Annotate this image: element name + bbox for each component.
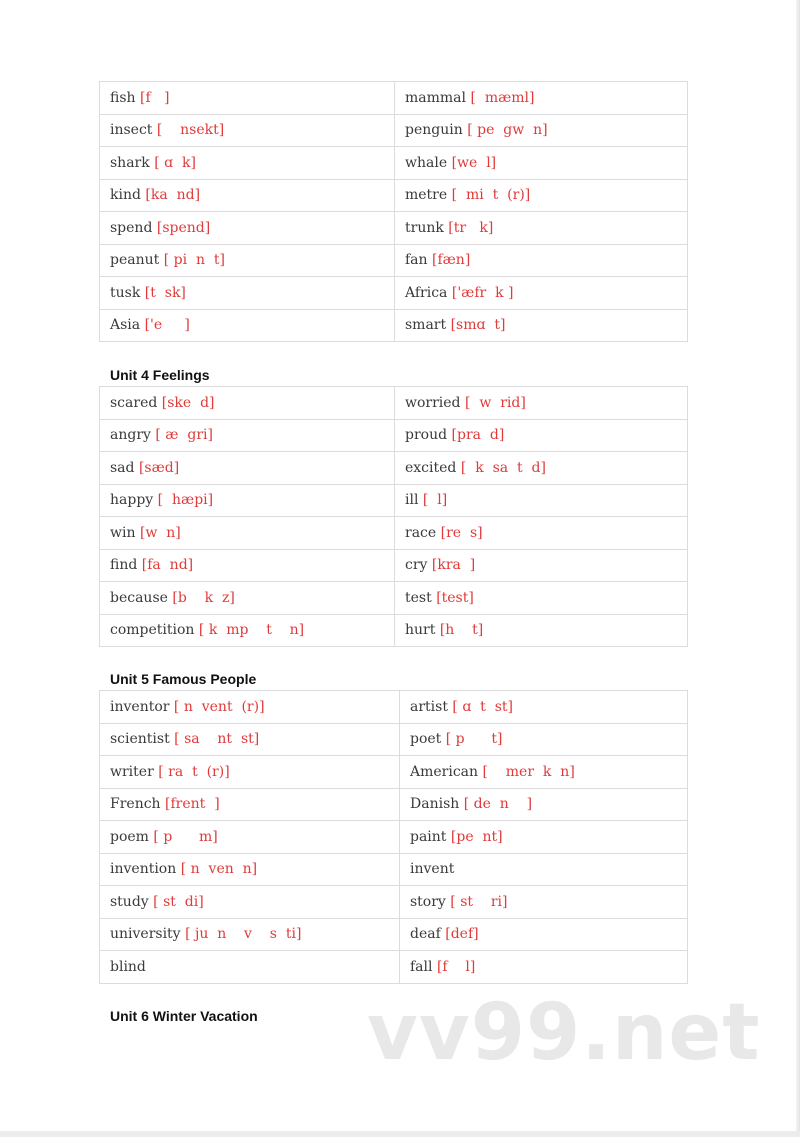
vocab-cell: [100, 147, 395, 180]
page-bottom-edge: [0, 1131, 800, 1137]
table-row: [100, 788, 688, 821]
vocab-word: scientist: [110, 731, 170, 748]
vocab-phonetic: [ mi t (r)]: [451, 187, 531, 204]
table-row: [100, 419, 688, 452]
vocab-phonetic: [ st ri]: [450, 893, 508, 910]
vocab-word: writer: [110, 763, 154, 780]
vocab-cell: [395, 582, 688, 615]
unit6-heading: Unit 6 Winter Vacation: [110, 1008, 258, 1024]
vocab-word: study: [110, 893, 149, 910]
vocab-word: inventor: [110, 698, 170, 715]
vocab-phonetic: [ p m]: [153, 828, 218, 845]
vocab-word: tusk: [110, 284, 141, 301]
vocab-word: fan: [405, 252, 428, 269]
table-row: [100, 549, 688, 582]
vocab-word: Danish: [410, 796, 460, 813]
vocab-cell: [395, 147, 688, 180]
vocab-word: because: [110, 589, 168, 606]
vocab-cell: [395, 212, 688, 245]
vocab-word: scared: [110, 394, 158, 411]
vocab-word: invent: [410, 861, 455, 878]
vocab-phonetic: [ pe gw n]: [467, 122, 548, 139]
vocab-cell: [400, 788, 688, 821]
vocab-phonetic: [ ɑ t st]: [452, 698, 513, 715]
vocab-phonetic: [f ]: [140, 89, 170, 106]
vocab-cell: [395, 387, 688, 420]
vocab-word: story: [410, 893, 446, 910]
vocab-word: paint: [410, 828, 447, 845]
vocab-word: smart: [405, 317, 447, 334]
page-edge: [796, 0, 800, 1137]
vocab-cell: [100, 114, 395, 147]
vocab-phonetic: [ k mp t n]: [198, 622, 305, 639]
vocab-word: university: [110, 926, 181, 943]
vocab-cell: [400, 951, 688, 984]
vocab-cell: [100, 517, 395, 550]
vocab-word: American: [410, 763, 479, 780]
vocab-phonetic: [t sk]: [144, 284, 186, 301]
vocab-word: spend: [110, 219, 153, 236]
vocab-word: French: [110, 796, 161, 813]
table-row: [100, 691, 688, 724]
vocab-phonetic: [ n vent (r)]: [173, 698, 265, 715]
vocab-phonetic: [ mæml]: [470, 89, 535, 106]
vocab-word: competition: [110, 622, 195, 639]
table-row: [100, 951, 688, 984]
vocab-phonetic: [ w rid]: [464, 394, 526, 411]
vocab-word: invention: [110, 861, 177, 878]
vocab-word: sad: [110, 459, 135, 476]
table-row: [100, 244, 688, 277]
vocab-cell: [395, 179, 688, 212]
vocab-word: fall: [410, 958, 433, 975]
vocab-cell: [100, 179, 395, 212]
vocab-cell: [100, 452, 395, 485]
vocab-phonetic: [frent ]: [165, 796, 220, 813]
vocab-cell: [100, 756, 400, 789]
vocab-word: angry: [110, 427, 151, 444]
vocab-word: kind: [110, 187, 141, 204]
vocab-cell: [100, 484, 395, 517]
vocab-word: poet: [410, 731, 442, 748]
vocab-cell: [100, 582, 395, 615]
vocab-word: worried: [405, 394, 461, 411]
vocab-phonetic: [tr k]: [448, 219, 494, 236]
vocab-phonetic: [ske d]: [161, 394, 215, 411]
vocab-phonetic: [fæn]: [432, 252, 471, 269]
table-row: [100, 309, 688, 342]
table-row: [100, 82, 688, 115]
vocab-phonetic: [fa nd]: [141, 557, 194, 574]
vocab-phonetic: [ ɑ k]: [154, 154, 196, 171]
vocab-phonetic: [ nsekt]: [156, 122, 225, 139]
vocab-cell: [395, 244, 688, 277]
vocab-word: insect: [110, 122, 153, 139]
vocab-word: metre: [405, 187, 448, 204]
vocab-phonetic: [ k sa t d]: [460, 459, 546, 476]
vocab-cell: [395, 309, 688, 342]
table-row: [100, 452, 688, 485]
vocab-cell: [100, 549, 395, 582]
unit5-heading: Unit 5 Famous People: [110, 671, 257, 687]
vocab-word: happy: [110, 492, 154, 509]
vocab-word: hurt: [405, 622, 436, 639]
vocab-phonetic: [ l]: [422, 492, 448, 509]
vocab-cell: [100, 309, 395, 342]
vocab-phonetic: [ka nd]: [145, 187, 201, 204]
vocab-word: artist: [410, 698, 448, 715]
vocab-word: fish: [110, 89, 136, 106]
vocab-phonetic: [kra ]: [431, 557, 476, 574]
table-row: [100, 821, 688, 854]
table-row: [100, 484, 688, 517]
vocab-cell: [100, 212, 395, 245]
vocab-cell: [100, 821, 400, 854]
vocab-cell: [395, 277, 688, 310]
vocab-cell: [400, 886, 688, 919]
vocab-cell: [100, 886, 400, 919]
vocab-cell: [395, 549, 688, 582]
vocab-cell: [395, 114, 688, 147]
vocab-word: proud: [405, 427, 448, 444]
table-row: [100, 853, 688, 886]
vocab-cell: [395, 452, 688, 485]
vocab-cell: [395, 614, 688, 647]
vocab-phonetic: ['æfr k ]: [451, 284, 514, 301]
unit4-heading: Unit 4 Feelings: [110, 367, 210, 383]
vocab-word: mammal: [405, 89, 466, 106]
vocab-phonetic: [ hæpi]: [157, 492, 214, 509]
vocab-phonetic: [def]: [445, 926, 479, 943]
vocab-word: race: [405, 524, 437, 541]
vocab-word: win: [110, 524, 136, 541]
vocab-cell: [395, 517, 688, 550]
table-row: [100, 212, 688, 245]
vocab-word: Asia: [110, 317, 141, 334]
vocab-cell: [400, 918, 688, 951]
vocab-phonetic: [pra d]: [451, 427, 505, 444]
vocab-table-unit5: [99, 690, 688, 984]
vocab-phonetic: [spend]: [156, 219, 211, 236]
vocab-cell: [100, 244, 395, 277]
vocab-phonetic: [ sa nt st]: [174, 731, 260, 748]
vocab-phonetic: [b k z]: [172, 589, 235, 606]
vocab-word: peanut: [110, 252, 160, 269]
vocab-phonetic: [we l]: [451, 154, 497, 171]
vocab-cell: [100, 82, 395, 115]
vocab-cell: [400, 756, 688, 789]
vocab-word: shark: [110, 154, 150, 171]
vocab-cell: [100, 951, 400, 984]
vocab-cell: [100, 853, 400, 886]
vocab-table-unit3: [99, 81, 688, 342]
vocab-cell: [400, 691, 688, 724]
vocab-phonetic: [ æ gri]: [155, 427, 213, 444]
table-row: [100, 723, 688, 756]
vocab-phonetic: [ p t]: [445, 731, 503, 748]
vocab-phonetic: [pe nt]: [450, 828, 503, 845]
vocab-word: cry: [405, 557, 428, 574]
vocab-word: poem: [110, 828, 149, 845]
vocab-word: ill: [405, 492, 419, 509]
vocab-phonetic: [ n ven n]: [180, 861, 258, 878]
vocab-phonetic: ['e ]: [144, 317, 190, 334]
table-row: [100, 277, 688, 310]
vocab-word: penguin: [405, 122, 463, 139]
table-row: [100, 517, 688, 550]
table-row: [100, 387, 688, 420]
vocab-phonetic: [ st di]: [153, 893, 204, 910]
vocab-cell: [395, 484, 688, 517]
vocab-table-unit4: [99, 386, 688, 647]
vocab-phonetic: [h t]: [439, 622, 484, 639]
vocab-phonetic: [ ra t (r)]: [158, 763, 230, 780]
table-row: [100, 886, 688, 919]
vocab-word: deaf: [410, 926, 441, 943]
table-row: [100, 756, 688, 789]
vocab-cell: [400, 853, 688, 886]
vocab-cell: [100, 788, 400, 821]
vocab-phonetic: [re s]: [440, 524, 483, 541]
vocab-cell: [100, 277, 395, 310]
vocab-phonetic: [sæd]: [138, 459, 180, 476]
table-row: [100, 179, 688, 212]
table-row: [100, 147, 688, 180]
table-row: [100, 918, 688, 951]
vocab-cell: [100, 419, 395, 452]
vocab-cell: [100, 614, 395, 647]
vocab-word: trunk: [405, 219, 444, 236]
vocab-word: Africa: [405, 284, 448, 301]
table-row: [100, 614, 688, 647]
vocab-cell: [100, 723, 400, 756]
vocab-phonetic: [smɑ t]: [450, 317, 506, 334]
watermark: vv99.net: [367, 988, 761, 1078]
vocab-word: excited: [405, 459, 457, 476]
vocab-cell: [400, 723, 688, 756]
vocab-phonetic: [test]: [436, 589, 474, 606]
vocab-phonetic: [ pi n t]: [163, 252, 225, 269]
vocab-cell: [400, 821, 688, 854]
vocab-word: test: [405, 589, 432, 606]
vocab-cell: [100, 387, 395, 420]
table-row: [100, 582, 688, 615]
vocab-cell: [100, 918, 400, 951]
vocab-word: blind: [110, 958, 146, 975]
vocab-phonetic: [w n]: [139, 524, 181, 541]
vocab-cell: [395, 82, 688, 115]
vocab-cell: [100, 691, 400, 724]
table-row: [100, 114, 688, 147]
vocab-word: find: [110, 557, 138, 574]
vocab-word: whale: [405, 154, 448, 171]
vocab-cell: [395, 419, 688, 452]
vocab-phonetic: [f l]: [436, 958, 476, 975]
vocab-phonetic: [ ju n v s ti]: [185, 926, 302, 943]
vocab-phonetic: [ mer k n]: [482, 763, 575, 780]
vocab-phonetic: [ de n ]: [463, 796, 533, 813]
